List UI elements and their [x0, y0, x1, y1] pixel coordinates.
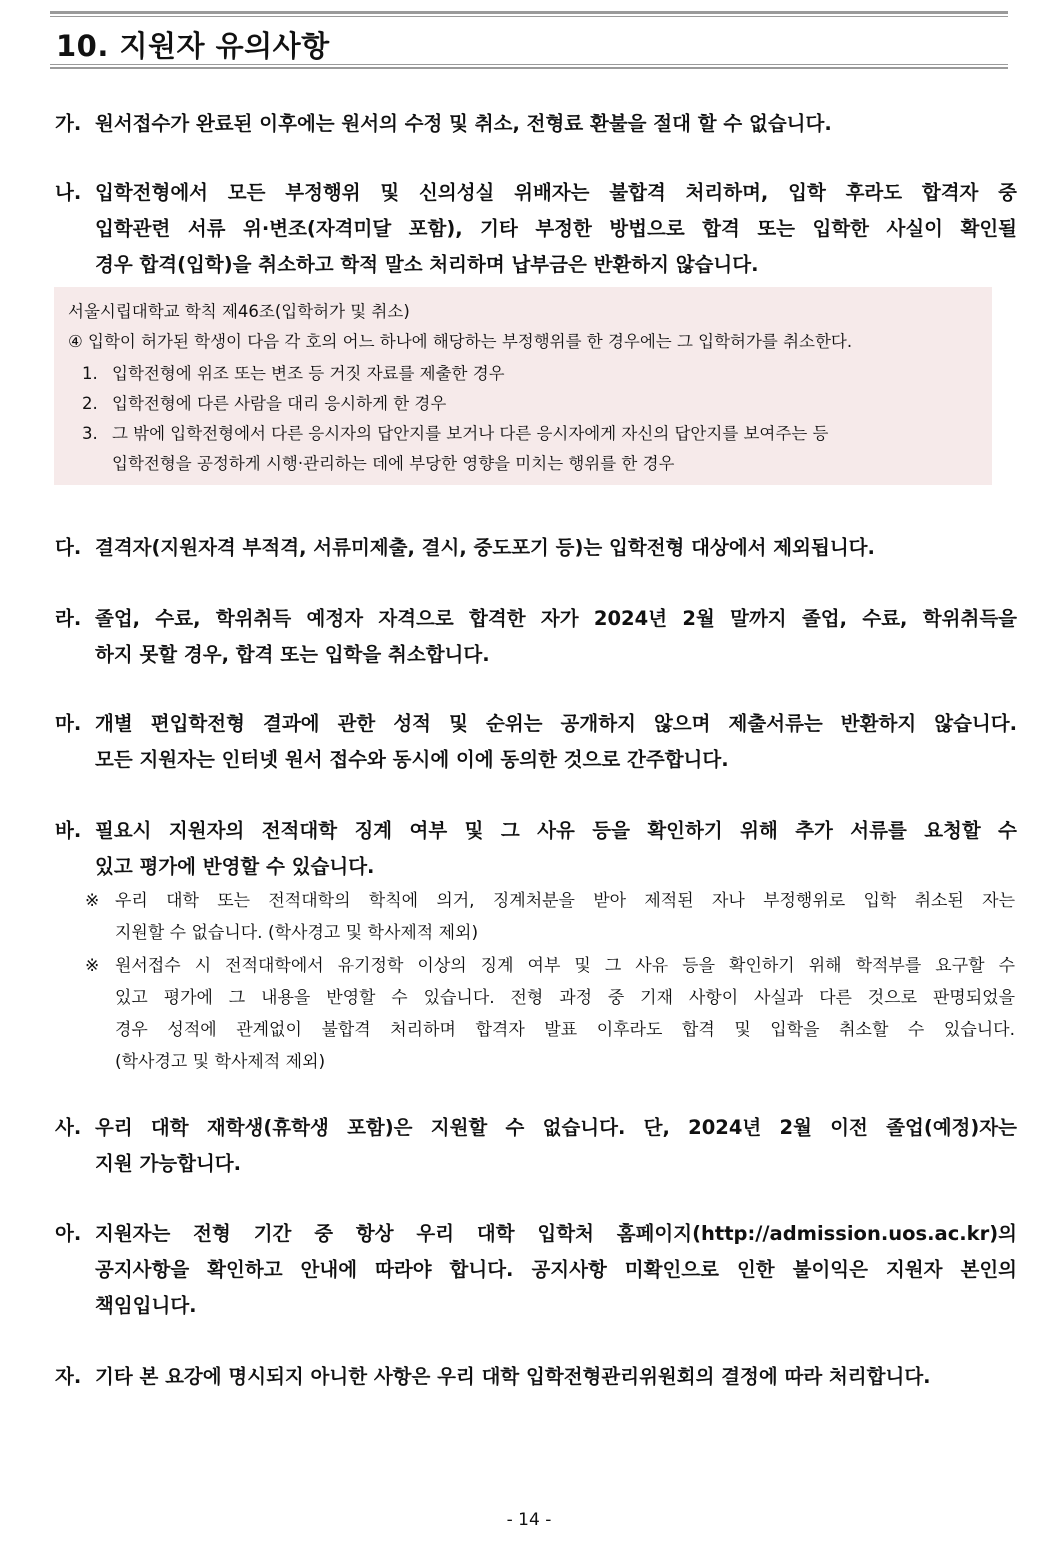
item-text: 졸업, 수료, 학위취득 예정자 자격으로 합격한 자가 2024년 2월 말까지 졸업, 수료, 학위취득을: [95, 607, 1017, 630]
item-text: 지원자는 전형 기간 중 항상 우리 대학 입학처 홈페이지(http://admission.uos.ac.kr)의: [95, 1222, 1017, 1245]
item-text: 경우 합격(입학)을 취소하고 학적 말소 처리하며 납부금은 반환하지 않습니다.: [95, 253, 759, 276]
item-text: 입학전형에서 모든 부정행위 및 신의성실 위배자는 불합격 처리하며, 입학 후라도 합격자 중: [95, 181, 1017, 204]
item-text: 개별 편입학전형 결과에 관한 성적 및 순위는 공개하지 않으며 제출서류는 반환하지 않습니다.: [95, 712, 1017, 735]
remark-text: (학사경고 및 학사제적 제외): [115, 1052, 326, 1072]
item-label: 자.: [55, 1365, 82, 1388]
remark-2: [85, 950, 1015, 1078]
remark-text: 지원할 수 없습니다. (학사경고 및 학사제적 제외): [115, 923, 479, 943]
regulation-list-item: 1. 입학전형에 위조 또는 변조 등 거짓 자료를 제출한 경우: [82, 364, 505, 383]
item-label: 가.: [55, 112, 82, 135]
header-rule-bottom: [50, 67, 1008, 69]
remark-1: [85, 885, 1015, 949]
reference-mark: ※: [85, 956, 100, 976]
notice-item-ra: [55, 601, 1017, 673]
item-text: 결격자(지원자격 부적격, 서류미제출, 결시, 중도포기 등)는 입학전형 대상에서 제외됩니다.: [95, 536, 875, 559]
item-label: 마.: [55, 712, 82, 735]
section-header: [50, 11, 1008, 69]
item-text: 책임입니다.: [95, 1294, 197, 1317]
regulation-list-continuation: 입학전형을 공정하게 시행·관리하는 데에 부당한 영향을 미치는 행위를 한 경우: [112, 454, 675, 473]
item-text: 모든 지원자는 인터넷 원서 접수와 동시에 이에 동의한 것으로 간주합니다.: [95, 748, 729, 771]
notice-item-ga: [55, 106, 1017, 142]
item-text: 원서접수가 완료된 이후에는 원서의 수정 및 취소, 전형료 환불을 절대 할 수 없습니다.: [95, 112, 832, 135]
section-title: 10. 지원자 유의사항: [56, 29, 330, 63]
remark-text: 원서접수 시 전적대학에서 유기정학 이상의 징계 여부 및 그 사유 등을 확인하기 위해 학적부를 요구할 수: [115, 956, 1015, 976]
item-text: 필요시 지원자의 전적대학 징계 여부 및 그 사유 등을 확인하기 위해 추가 서류를 요청할 수: [95, 819, 1017, 842]
remark-text: 경우 성적에 관계없이 불합격 처리하며 합격자 발표 이후라도 합격 및 입학을 취소할 수 있습니다.: [115, 1020, 1015, 1040]
header-rule-bottom-thin: [50, 64, 1008, 65]
regulation-box: [54, 287, 992, 485]
item-text: 있고 평가에 반영할 수 있습니다.: [95, 855, 375, 878]
item-text: 입학관련 서류 위·변조(자격미달 포함), 기타 부정한 방법으로 합격 또는 입학한 사실이 확인될: [95, 217, 1017, 240]
item-label: 사.: [55, 1116, 82, 1139]
item-text: 지원 가능합니다.: [95, 1152, 242, 1175]
regulation-list-item: 2. 입학전형에 다른 사람을 대리 응시하게 한 경우: [82, 394, 447, 413]
item-label: 라.: [55, 607, 82, 630]
notice-item-sa: [55, 1110, 1017, 1182]
regulation-heading: 서울시립대학교 학칙 제46조(입학허가 및 취소): [68, 302, 410, 321]
item-text: 하지 못할 경우, 합격 또는 입학을 취소합니다.: [95, 643, 490, 666]
item-label: 바.: [55, 819, 82, 842]
notice-item-a: [55, 1216, 1017, 1324]
item-text: 공지사항을 확인하고 안내에 따라야 합니다. 공지사항 미확인으로 인한 불이익은 지원자 본인의: [95, 1258, 1017, 1281]
reference-mark: ※: [85, 891, 100, 911]
remark-text: 우리 대학 또는 전적대학의 학칙에 의거, 징계처분을 받아 제적된 자나 부정행위로 입학 취소된 자는: [115, 891, 1015, 911]
notice-item-ja: [55, 1359, 1017, 1395]
item-text: 우리 대학 재학생(휴학생 포함)은 지원할 수 없습니다. 단, 2024년 2월 이전 졸업(예정)자는: [95, 1116, 1017, 1139]
item-label: 다.: [55, 536, 82, 559]
page-number: - 14 -: [506, 1510, 552, 1530]
item-label: 아.: [55, 1222, 82, 1245]
regulation-list-item: 3. 그 밖에 입학전형에서 다른 응시자의 답안지를 보거나 다른 응시자에게 자신의 답안지를 보여주는 등: [82, 424, 829, 443]
notice-item-na: [55, 175, 1017, 283]
remark-text: 있고 평가에 그 내용을 반영할 수 있습니다. 전형 과정 중 기재 사항이 사실과 다른 것으로 판명되었을: [115, 988, 1015, 1008]
item-text: 기타 본 요강에 명시되지 아니한 사항은 우리 대학 입학전형관리위원회의 결정에 따라 처리합니다.: [95, 1365, 931, 1388]
item-label: 나.: [55, 181, 82, 204]
header-rule-top: [50, 11, 1008, 14]
notice-item-da: [55, 530, 1017, 566]
notice-item-ba: [55, 813, 1017, 885]
notice-item-ma: [55, 706, 1017, 778]
regulation-clause: ④ 입학이 허가된 학생이 다음 각 호의 어느 하나에 해당하는 부정행위를 한 경우에는 그 입학허가를 취소한다.: [68, 332, 853, 351]
header-rule-top-thin: [50, 16, 1008, 17]
